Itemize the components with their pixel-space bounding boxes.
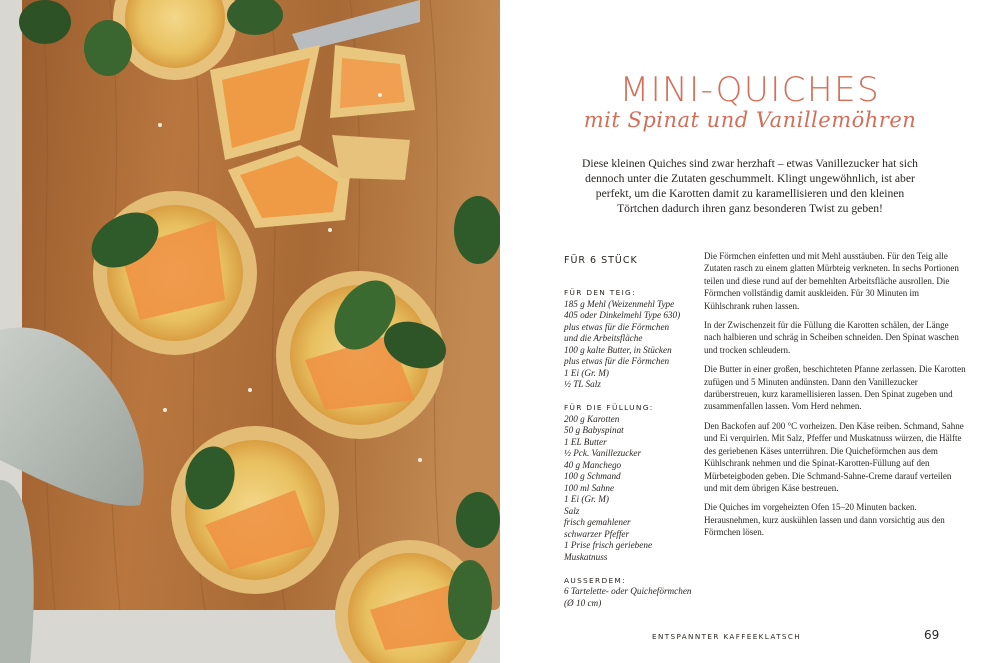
ingredient-item: 1 EL Butter xyxy=(564,436,607,447)
ingredient-item: 1 Ei (Gr. M) xyxy=(564,494,609,504)
recipe-subtitle: mit Spinat und Vanillemöhren xyxy=(583,108,917,132)
ingredient-item: 1 Ei (Gr. M) xyxy=(564,367,609,378)
ingredient-item: schwarzer Pfeffer xyxy=(564,528,630,539)
servings-label: FÜR 6 STÜCK xyxy=(564,255,638,266)
ingredient-item: 405 oder Dinkelmehl Type 630) xyxy=(564,310,681,320)
page-number: 69 xyxy=(924,628,940,642)
ingredient-item: 1 Prise frisch geriebene xyxy=(564,540,653,550)
recipe-title: MINI-QUICHES xyxy=(619,70,881,110)
ingredient-item: 100 g Schmand xyxy=(564,471,621,481)
dough-heading: FÜR DEN TEIG: xyxy=(564,288,636,297)
filling-heading: FÜR DIE FÜLLUNG: xyxy=(564,403,654,412)
instructions-column xyxy=(704,250,967,546)
ingredient-item: (Ø 10 cm) xyxy=(564,597,602,608)
ingredient-item: 185 g Mehl (Weizenmehl Type xyxy=(564,298,675,309)
ingredient-item: und die Arbeitsfläche xyxy=(564,333,643,343)
extra-heading: AUSSERDEM: xyxy=(564,575,626,585)
ingredient-item: plus etwas für die Förmchen xyxy=(564,356,670,366)
ingredient-item: frisch gemahlener xyxy=(564,517,631,527)
recipe-page xyxy=(500,0,1000,663)
ingredient-item: 100 ml Sahne xyxy=(564,482,615,493)
running-footer: ENTSPANNTER KAFFEEKLATSCH xyxy=(652,632,802,641)
filling-list xyxy=(564,414,699,564)
ingredient-item: 100 g kalte Butter, in Stücken xyxy=(564,344,672,355)
instruction-step: Den Backofen auf 200 °C vorheizen. Den Käse reiben. Schmand, Sahne und Ei verquirlen. Mit Salz, Pfeffer und Muskatnuss würzen, die Hälfte des geriebenen Käses unterrühren. Die Quicheförmchen aus dem Kühlschrank nehmen und die Spinat-Karotten-Füllung auf den Mürbeteigboden geben. Die Schmand-Sahne-Creme darauf verteilen und mit dem übrigen Käse bestreuen. xyxy=(704,420,964,493)
ingredient-item: Muskatnuss xyxy=(564,551,608,562)
instruction-step: Die Quiches im vorgeheizten Ofen 15–20 Minuten backen. Herausnehmen, kurz auskühlen lassen und dann vorsichtig aus den Förmchen lösen. xyxy=(704,502,945,538)
ingredient-item: 50 g Babyspinat xyxy=(564,425,624,435)
instruction-step: Die Butter in einer großen, beschichteten Pfanne zerlassen. Die Karotten zufügen und 5 Minuten andünsten. Dann den Vanillezucker darüberstreuen, kurz karamellisieren lassen. Den Spinat zugeben und zusammenfallen lassen. Vom Herd nehmen. xyxy=(704,364,966,412)
ingredients-column xyxy=(564,255,699,609)
dough-list xyxy=(564,299,699,391)
extra-list xyxy=(564,586,699,609)
ingredient-item: 200 g Karotten xyxy=(564,413,620,424)
ingredient-item: Salz xyxy=(564,505,580,516)
ingredient-item: 6 Tartelette- oder Quicheförmchen xyxy=(564,586,692,596)
ingredient-item: ½ TL Salz xyxy=(564,379,601,389)
instruction-step: Die Förmchen einfetten und mit Mehl ausstäuben. Für den Teig alle Zutaten rasch zu einem glatten Mürbteig verkneten. In sechs Portionen teilen und diese rund auf der bemehlten Arbeitsfläche ausrollen. Die Förmchen vollständig damit auskleiden. Für 30 Minuten im Kühlschrank ruhen lassen. xyxy=(704,251,959,311)
ingredient-item: ½ Pck. Vanillezucker xyxy=(564,448,642,458)
ingredient-item: plus etwas für die Förmchen xyxy=(564,321,670,332)
instruction-step: In der Zwischenzeit für die Füllung die Karotten schälen, der Länge nach halbieren und schräg in Scheiben schneiden. Den Spinat waschen und trocken schleudern. xyxy=(704,320,959,355)
recipe-intro: Diese kleinen Quiches sind zwar herzhaft – etwas Vanillezucker hat sich dennoch unter die Zutaten geschummelt. Klingt ungewöhnlich, ist aber perfekt, um die Karotten damit zu karamellisieren und den kleinen Törtchen dadurch ihren ganz besonderen Twist zu geben! xyxy=(582,157,918,215)
ingredient-item: 40 g Manchego xyxy=(564,459,622,470)
